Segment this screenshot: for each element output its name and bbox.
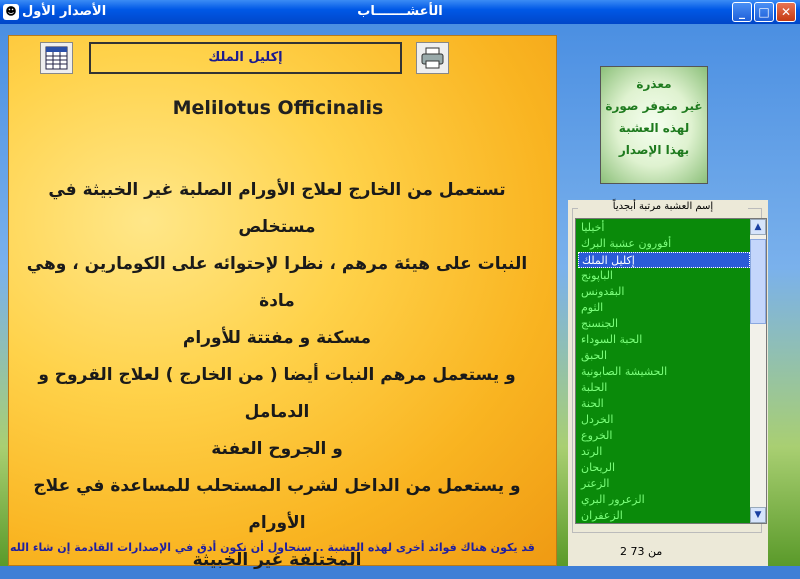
minimize-button[interactable]: _ bbox=[732, 2, 752, 22]
printer-icon bbox=[417, 43, 448, 73]
scroll-up-icon[interactable]: ▲ bbox=[750, 219, 766, 235]
description-line: و يستعمل من الداخل لشرب المستحلب للمساعدة في علاج الأورام bbox=[33, 476, 521, 533]
description-line: و الجروح العفنة bbox=[211, 439, 343, 459]
description-line: مسكنة و مفتتة للأورام bbox=[182, 328, 372, 348]
list-item-selected[interactable]: إكليل الملك bbox=[578, 252, 750, 268]
list-item[interactable]: الحنة bbox=[581, 397, 604, 410]
description-line: تستعمل من الخارج لعلاج الأورام الصلبة غير الخبيثة في مستخلص bbox=[48, 180, 506, 237]
herb-listbox[interactable] bbox=[575, 218, 767, 524]
description-line: المختلفة غير الخبيثة bbox=[192, 550, 362, 570]
herb-list-items bbox=[578, 220, 750, 522]
list-item[interactable]: الجنسنج bbox=[581, 317, 619, 330]
herb-counter: 2 من 73 bbox=[620, 545, 663, 558]
list-item[interactable]: البقدونس bbox=[581, 285, 625, 298]
list-item[interactable]: الريحان bbox=[581, 461, 616, 474]
print-button[interactable] bbox=[416, 42, 449, 74]
herb-latin-name: Melilotus Officinalis bbox=[172, 97, 384, 119]
title-bar bbox=[0, 0, 800, 24]
herb-name-field: إكليل الملك bbox=[89, 42, 402, 74]
app-title: الأصدار الأول bbox=[22, 4, 107, 19]
herb-list-label: إسم العشبة مرتبة أبجدياً bbox=[578, 201, 748, 212]
list-item[interactable]: الخردل bbox=[581, 413, 614, 426]
list-item[interactable]: أخيليا bbox=[581, 221, 605, 234]
list-item[interactable]: الحلبة bbox=[581, 381, 608, 394]
maximize-button[interactable]: □ bbox=[754, 2, 774, 22]
grid-view-button[interactable] bbox=[40, 42, 73, 74]
list-item[interactable]: الرتد bbox=[581, 445, 603, 458]
list-item[interactable]: الحشيشة الصابونية bbox=[581, 365, 668, 378]
grid-view-icon bbox=[41, 43, 72, 73]
herb-description bbox=[12, 172, 542, 579]
app-icon[interactable]: ☻ bbox=[3, 4, 19, 20]
list-item[interactable]: الثوم bbox=[581, 301, 604, 314]
list-item[interactable]: الزعفران bbox=[581, 509, 623, 522]
placeholder-line: غير متوفر صورة bbox=[605, 99, 703, 113]
list-item[interactable]: الخروع bbox=[581, 429, 613, 442]
footer-note: قد يكون هناك فوائد أخرى لهذه العشبة .. سنحاول أن نكون أدق في الإصدارات القادمة إن شاء الله bbox=[10, 541, 535, 554]
window-title: الأعشـــــــاب bbox=[357, 4, 443, 19]
herb-image-placeholder bbox=[600, 66, 708, 184]
list-item[interactable]: الحبة السوداء bbox=[581, 333, 643, 346]
list-item[interactable]: الحبق bbox=[581, 349, 608, 362]
list-scrollbar[interactable] bbox=[750, 219, 766, 523]
placeholder-line: لهذه العشبة bbox=[618, 121, 690, 135]
scroll-down-icon[interactable]: ▼ bbox=[750, 507, 766, 523]
placeholder-line: بهذا الإصدار bbox=[618, 143, 690, 157]
close-button[interactable]: ✕ bbox=[776, 2, 796, 22]
list-item[interactable]: أفورون عشبة البرك bbox=[581, 237, 672, 250]
description-line: و يستعمل مرهم النبات أيضا ( من الخارج ) لعلاج القروح و الدمامل bbox=[38, 365, 516, 422]
placeholder-line: معذرة bbox=[636, 77, 672, 91]
list-item[interactable]: الزعرور البري bbox=[581, 493, 645, 506]
list-item[interactable]: الباپونج bbox=[581, 269, 613, 282]
scroll-thumb[interactable] bbox=[750, 239, 766, 324]
description-line: النبات على هيئة مرهم ، نظرا لإحتوائه على الكومارين ، وهي مادة bbox=[26, 254, 528, 311]
list-item[interactable]: الزعتر bbox=[581, 477, 610, 490]
